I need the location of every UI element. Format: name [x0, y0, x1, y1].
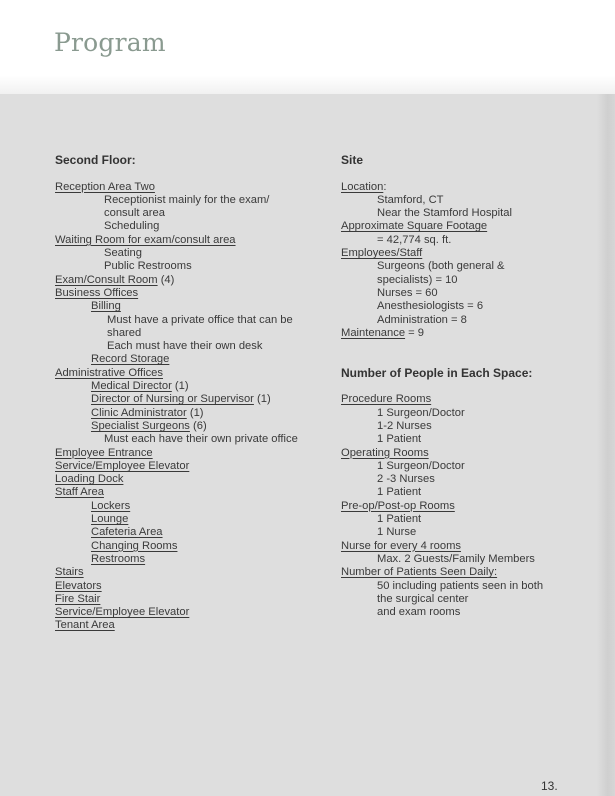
- list-item: [341, 260, 581, 273]
- list-item-text: Max. 2 Guests/Family Members: [377, 552, 535, 565]
- list-item: [341, 234, 581, 247]
- list-item: [341, 247, 581, 260]
- list-item: [55, 340, 335, 353]
- list-item: [341, 407, 581, 420]
- list-item: [341, 513, 581, 526]
- list-item: [55, 580, 335, 593]
- list-item-text: Staff Area: [55, 486, 104, 499]
- list-item-text: Maintenance: [341, 326, 406, 339]
- page-number: 13.: [541, 779, 558, 793]
- list-item-text: Location: [341, 180, 384, 193]
- list-item-text: Procedure Rooms: [341, 393, 432, 406]
- list-item-text: 1 Nurse: [377, 526, 417, 539]
- list-item: [55, 247, 335, 260]
- list-item-text: Surgeons (both general &: [377, 260, 505, 273]
- list-item: [55, 606, 335, 619]
- list-item: [55, 367, 335, 380]
- list-item-text: Number of Patients Seen Daily:: [341, 566, 498, 579]
- list-item-text: Lockers: [91, 499, 131, 512]
- list-item-suffix: :: [383, 180, 387, 193]
- list-item: [341, 500, 581, 513]
- list-item: [55, 207, 335, 220]
- list-item-text: 1 Surgeon/Doctor: [377, 406, 465, 419]
- list-item: [55, 327, 335, 340]
- second-floor-column: [55, 154, 335, 633]
- list-item-text: 50 including patients seen in both: [377, 579, 544, 592]
- list-item-text: 1 Patient: [377, 513, 422, 526]
- list-item-suffix: (4): [157, 273, 175, 286]
- list-item-text: Service/Employee Elevator: [55, 459, 190, 472]
- list-item: [341, 207, 581, 220]
- site-list: [341, 181, 581, 341]
- list-item: [55, 420, 335, 433]
- list-item: [55, 513, 335, 526]
- list-item-text: 2 -3 Nurses: [377, 473, 435, 486]
- people-heading: Number of People in Each Space:: [341, 365, 533, 380]
- site-column: [341, 154, 581, 619]
- list-item: [55, 287, 335, 300]
- list-item-suffix: (1): [253, 393, 271, 406]
- list-item: [55, 486, 335, 499]
- list-item: [341, 393, 581, 406]
- list-item-text: Service/Employee Elevator: [55, 606, 190, 619]
- list-item-text: Fire Stair: [55, 592, 101, 605]
- list-item: [55, 274, 335, 287]
- list-item-text: Medical Director: [91, 380, 172, 393]
- people-list: [341, 393, 581, 619]
- list-item: [341, 606, 581, 619]
- list-item: [55, 619, 335, 632]
- list-item-text: and exam rooms: [377, 606, 461, 619]
- list-item-text: Administrative Offices: [55, 366, 163, 379]
- list-item: [55, 473, 335, 486]
- list-item-text: 1-2 Nurses: [377, 419, 432, 432]
- list-item-text: specialists) = 10: [377, 273, 458, 286]
- list-item: [341, 420, 581, 433]
- list-item-text: the surgical center: [377, 592, 469, 605]
- page-title: Program: [54, 28, 166, 57]
- list-item: [55, 433, 335, 446]
- list-item-text: 1 Patient: [377, 433, 422, 446]
- list-item-suffix: (1): [186, 406, 204, 419]
- list-item: [55, 314, 335, 327]
- list-item: [341, 460, 581, 473]
- list-item-text: Cafeteria Area: [91, 526, 163, 539]
- list-item-text: Scheduling: [104, 220, 160, 233]
- list-item-suffix: (1): [171, 380, 189, 393]
- list-item: [341, 287, 581, 300]
- list-item-text: Receptionist mainly for the exam/: [104, 193, 270, 206]
- list-item: [55, 526, 335, 539]
- list-item-text: Waiting Room for exam/consult area: [55, 233, 236, 246]
- list-item: [341, 300, 581, 313]
- list-item: [341, 433, 581, 446]
- list-item-text: Loading Dock: [55, 473, 124, 486]
- list-item: [341, 526, 581, 539]
- list-item: [341, 447, 581, 460]
- list-item-text: Business Offices: [55, 286, 139, 299]
- list-item: [55, 234, 335, 247]
- page-edge-shadow: [597, 94, 615, 796]
- list-item-suffix: (6): [189, 419, 207, 432]
- list-item-text: Approximate Square Footage: [341, 220, 488, 233]
- list-item-text: 1 Surgeon/Doctor: [377, 459, 465, 472]
- list-item-text: Administration = 8: [377, 313, 467, 326]
- list-item-text: Employees/Staff: [341, 247, 423, 260]
- list-item: [55, 300, 335, 313]
- list-item: [55, 220, 335, 233]
- list-item: [341, 486, 581, 499]
- list-item-text: Nurses = 60: [377, 286, 438, 299]
- list-item-text: Employee Entrance: [55, 446, 153, 459]
- list-item-text: Reception Area Two: [55, 180, 155, 193]
- list-item-text: Public Restrooms: [104, 260, 192, 273]
- list-item-text: Changing Rooms: [91, 539, 178, 552]
- list-item-text: Tenant Area: [55, 619, 115, 632]
- list-item: [55, 353, 335, 366]
- list-item: [341, 181, 581, 194]
- list-item: [341, 194, 581, 207]
- list-item: [55, 181, 335, 194]
- list-item: [341, 274, 581, 287]
- list-item: [55, 407, 335, 420]
- list-item: [55, 194, 335, 207]
- list-item-text: = 42,774 sq. ft.: [377, 233, 452, 246]
- list-item-text: Anesthesiologists = 6: [377, 300, 484, 313]
- list-item-text: Director of Nursing or Supervisor: [91, 393, 254, 406]
- list-item: [341, 314, 581, 327]
- list-item-text: Lounge: [91, 513, 129, 526]
- list-item: [55, 260, 335, 273]
- list-item-suffix: = 9: [405, 326, 425, 339]
- list-item-text: 1 Patient: [377, 486, 422, 499]
- list-item-text: Record Storage: [91, 353, 170, 366]
- list-item-text: Must have a private office that can be: [107, 313, 293, 326]
- list-item-text: Stairs: [55, 566, 84, 579]
- list-item-text: shared: [107, 326, 142, 339]
- list-item: [55, 540, 335, 553]
- list-item: [341, 327, 581, 340]
- list-item-text: Seating: [104, 247, 142, 260]
- list-item: [341, 566, 581, 579]
- list-item-text: Each must have their own desk: [107, 340, 263, 353]
- list-item: [341, 593, 581, 606]
- list-item-text: Clinic Administrator: [91, 406, 187, 419]
- list-item: [341, 540, 581, 553]
- list-item: [55, 500, 335, 513]
- list-item: [55, 460, 335, 473]
- list-item: [55, 393, 335, 406]
- list-item-text: Billing: [91, 300, 121, 313]
- second-floor-list: [55, 181, 335, 633]
- list-item: [55, 566, 335, 579]
- list-item-text: Pre-op/Post-op Rooms: [341, 499, 455, 512]
- list-item: [55, 380, 335, 393]
- list-item: [341, 553, 581, 566]
- list-item: [341, 220, 581, 233]
- site-heading: Site: [341, 153, 364, 167]
- list-item: [341, 580, 581, 593]
- list-item: [55, 593, 335, 606]
- list-item-text: Must each have their own private office: [104, 433, 298, 446]
- list-item-text: Stamford, CT: [377, 193, 444, 206]
- list-item-text: consult area: [104, 207, 165, 220]
- list-item: [55, 447, 335, 460]
- list-item-text: Exam/Consult Room: [55, 273, 158, 286]
- list-item: [55, 553, 335, 566]
- list-item-text: Nurse for every 4 rooms: [341, 539, 461, 552]
- list-item-text: Near the Stamford Hospital: [377, 207, 512, 220]
- list-item-text: Elevators: [55, 579, 102, 592]
- second-floor-heading: Second Floor:: [55, 153, 136, 167]
- list-item: [341, 473, 581, 486]
- list-item-text: Restrooms: [91, 552, 146, 565]
- list-item-text: Specialist Surgeons: [91, 419, 190, 432]
- list-item-text: Operating Rooms: [341, 446, 429, 459]
